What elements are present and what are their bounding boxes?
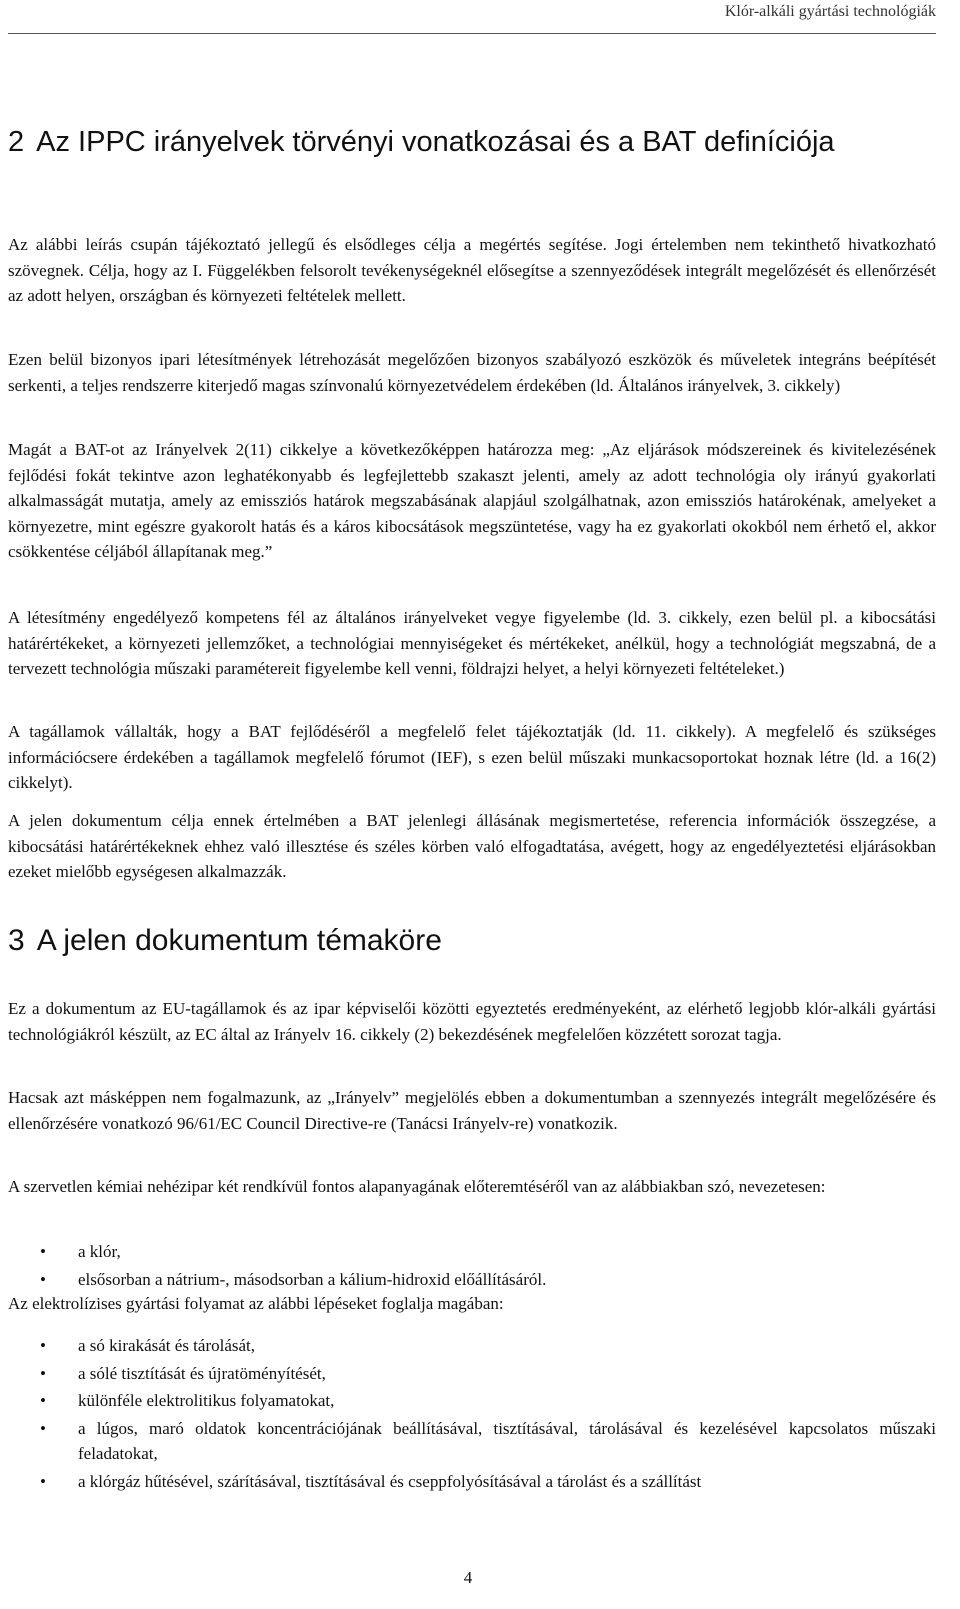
list-item: • a lúgos, maró oldatok koncentrációjának beállításával, tisztításával, tárolásával és kezelésével kapcsolatos műszaki feladatokat, bbox=[8, 1416, 936, 1467]
paragraph: Magát a BAT-ot az Irányelvek 2(11) cikkelye a következőképpen határozza meg: „Az eljárások módszereinek és kivitelezésének fejlődési fokát tekintve azon leghatékonyabb és legfejlettebb szakaszt jelenti, amely az adott technológia oly irányú gyakorlati alkalmasságát mutatja, amely az emissziós határok megszabásának alapjául szolgálhatnak, azon emissziós határokénak, amelyeket a környezetre, mint egészre gyakorolt hatás és a káros kibocsátások megszüntetése, vagy ha ez gyakorlati okokból nem érhető el, akkor csökkentése céljából állapítanak meg.” bbox=[8, 440, 936, 562]
bullet-icon: • bbox=[40, 1336, 46, 1355]
paragraph: A jelen dokumentum célja ennek értelmében a BAT jelenlegi állásának megismertetése, referencia információk összegzése, a kibocsátási határértékeknek ehhez való illesztése és széles körben való elfogadtatása, avégett, hogy az engedélyeztetési eljárásokban ezeket mielőbb egységesen alkalmazzák. bbox=[8, 811, 936, 882]
list-item: • a só kirakását és tárolását, bbox=[8, 1333, 936, 1359]
bullet-icon: • bbox=[40, 1418, 46, 1438]
list-item: • elsősorban a nátrium-, másodsorban a kálium-hidroxid előállításáról. bbox=[8, 1267, 936, 1293]
paragraph: Az alábbi leírás csupán tájékoztató jellegű és elsődleges célja a megértés segítése. Jogi értelemben nem tekinthető hivatkozható szövegnek. Célja, hogy az I. Függelékben felsorolt tevékenységeknél elősegítse a szennyeződések integrált megelőzését és ellenőrzését az adott helyen, országban és környezeti feltételek mellett. bbox=[8, 235, 936, 306]
bullet-icon: • bbox=[40, 1391, 46, 1411]
section-title: Az IPPC irányelvek törvényi vonatkozásai és a BAT definíciója bbox=[36, 126, 835, 158]
paragraph: Az elektrolízises gyártási folyamat az alábbi lépéseket foglalja magában: bbox=[8, 1294, 504, 1313]
list-item: • a klór, bbox=[8, 1239, 936, 1265]
paragraph: A tagállamok vállalták, hogy a BAT fejlődéséről a megfelelő felet tájékoztatják (ld. 11. cikkely). A megfelelő és szükséges információcsere érdekében a tagállamok megfelelő fórumot (IEF), s ezen belül műszaki munkacsoportokat hoznak létre (ld. a 16(2) cikkelyt). bbox=[8, 722, 936, 793]
section-number: 2 bbox=[8, 126, 25, 158]
paragraph: Ez a dokumentum az EU-tagállamok és az ipar képviselői közötti egyeztetés eredményeként, az elérhető legjobb klór-alkáli gyártási technológiákról készült, az EC által az Irányelv 16. cikkely (2) bekezdésének megfelelően közzétett sorozat tagja. bbox=[8, 999, 936, 1044]
header-divider bbox=[8, 33, 936, 34]
section-3-heading bbox=[8, 922, 936, 959]
list-item: • különféle elektrolitikus folyamatokat, bbox=[8, 1388, 936, 1414]
list-item: • a sólé tisztítását és újratöményítését, bbox=[8, 1361, 936, 1387]
section-title: A jelen dokumentum témaköre bbox=[36, 924, 442, 957]
bullet-icon: • bbox=[40, 1363, 46, 1383]
paragraph: A szervetlen kémiai nehézipar két rendkívül fontos alapanyagának előteremtéséről van az alábbiakban szó, nevezetesen: bbox=[8, 1177, 826, 1196]
bullet-icon: • bbox=[40, 1269, 46, 1289]
raw-materials-list bbox=[8, 1239, 936, 1292]
paragraph: Ezen belül bizonyos ipari létesítmények létrehozását megelőzően bizonyos szabályozó eszközök és műveletek integráns beépítését serkenti, a teljes rendszerre kiterjedő magas színvonalú környezetvédelem érdekében (ld. Általános irányelvek, 3. cikkely) bbox=[8, 350, 936, 395]
bullet-icon: • bbox=[40, 1471, 46, 1491]
paragraph: Hacsak azt másképpen nem fogalmazunk, az „Irányelv” megjelölés ebben a dokumentumban a szennyezés integrált megelőzésére és ellenőrzésére vonatkozó 96/61/EC Council Directive-re (Tanácsi Irányelv-re) vonatkozik. bbox=[8, 1088, 936, 1133]
running-header: Klór-alkáli gyártási technológiák bbox=[724, 3, 936, 20]
list-item: • a klórgáz hűtésével, szárításával, tisztításával és cseppfolyósításával a tárolást és a szállítást bbox=[8, 1469, 936, 1495]
section-2-heading bbox=[8, 124, 936, 161]
section-number: 3 bbox=[8, 924, 25, 957]
paragraph: A létesítmény engedélyező kompetens fél az általános irányelveket vegye figyelembe (ld. 3. cikkely, ezen belül pl. a kibocsátási határértékeket, a környezeti jellemzőket, a technológiai mennyiségeket és mértékeket, anélkül, hogy a technológiát megszabná, de a tervezett technológia műszaki paramétereit figyelembe kell venni, földrajzi helyet, a helyi környezeti feltételeket.) bbox=[8, 608, 936, 679]
page-number: 4 bbox=[463, 1568, 473, 1587]
process-steps-list bbox=[8, 1333, 936, 1495]
bullet-icon: • bbox=[40, 1242, 46, 1261]
